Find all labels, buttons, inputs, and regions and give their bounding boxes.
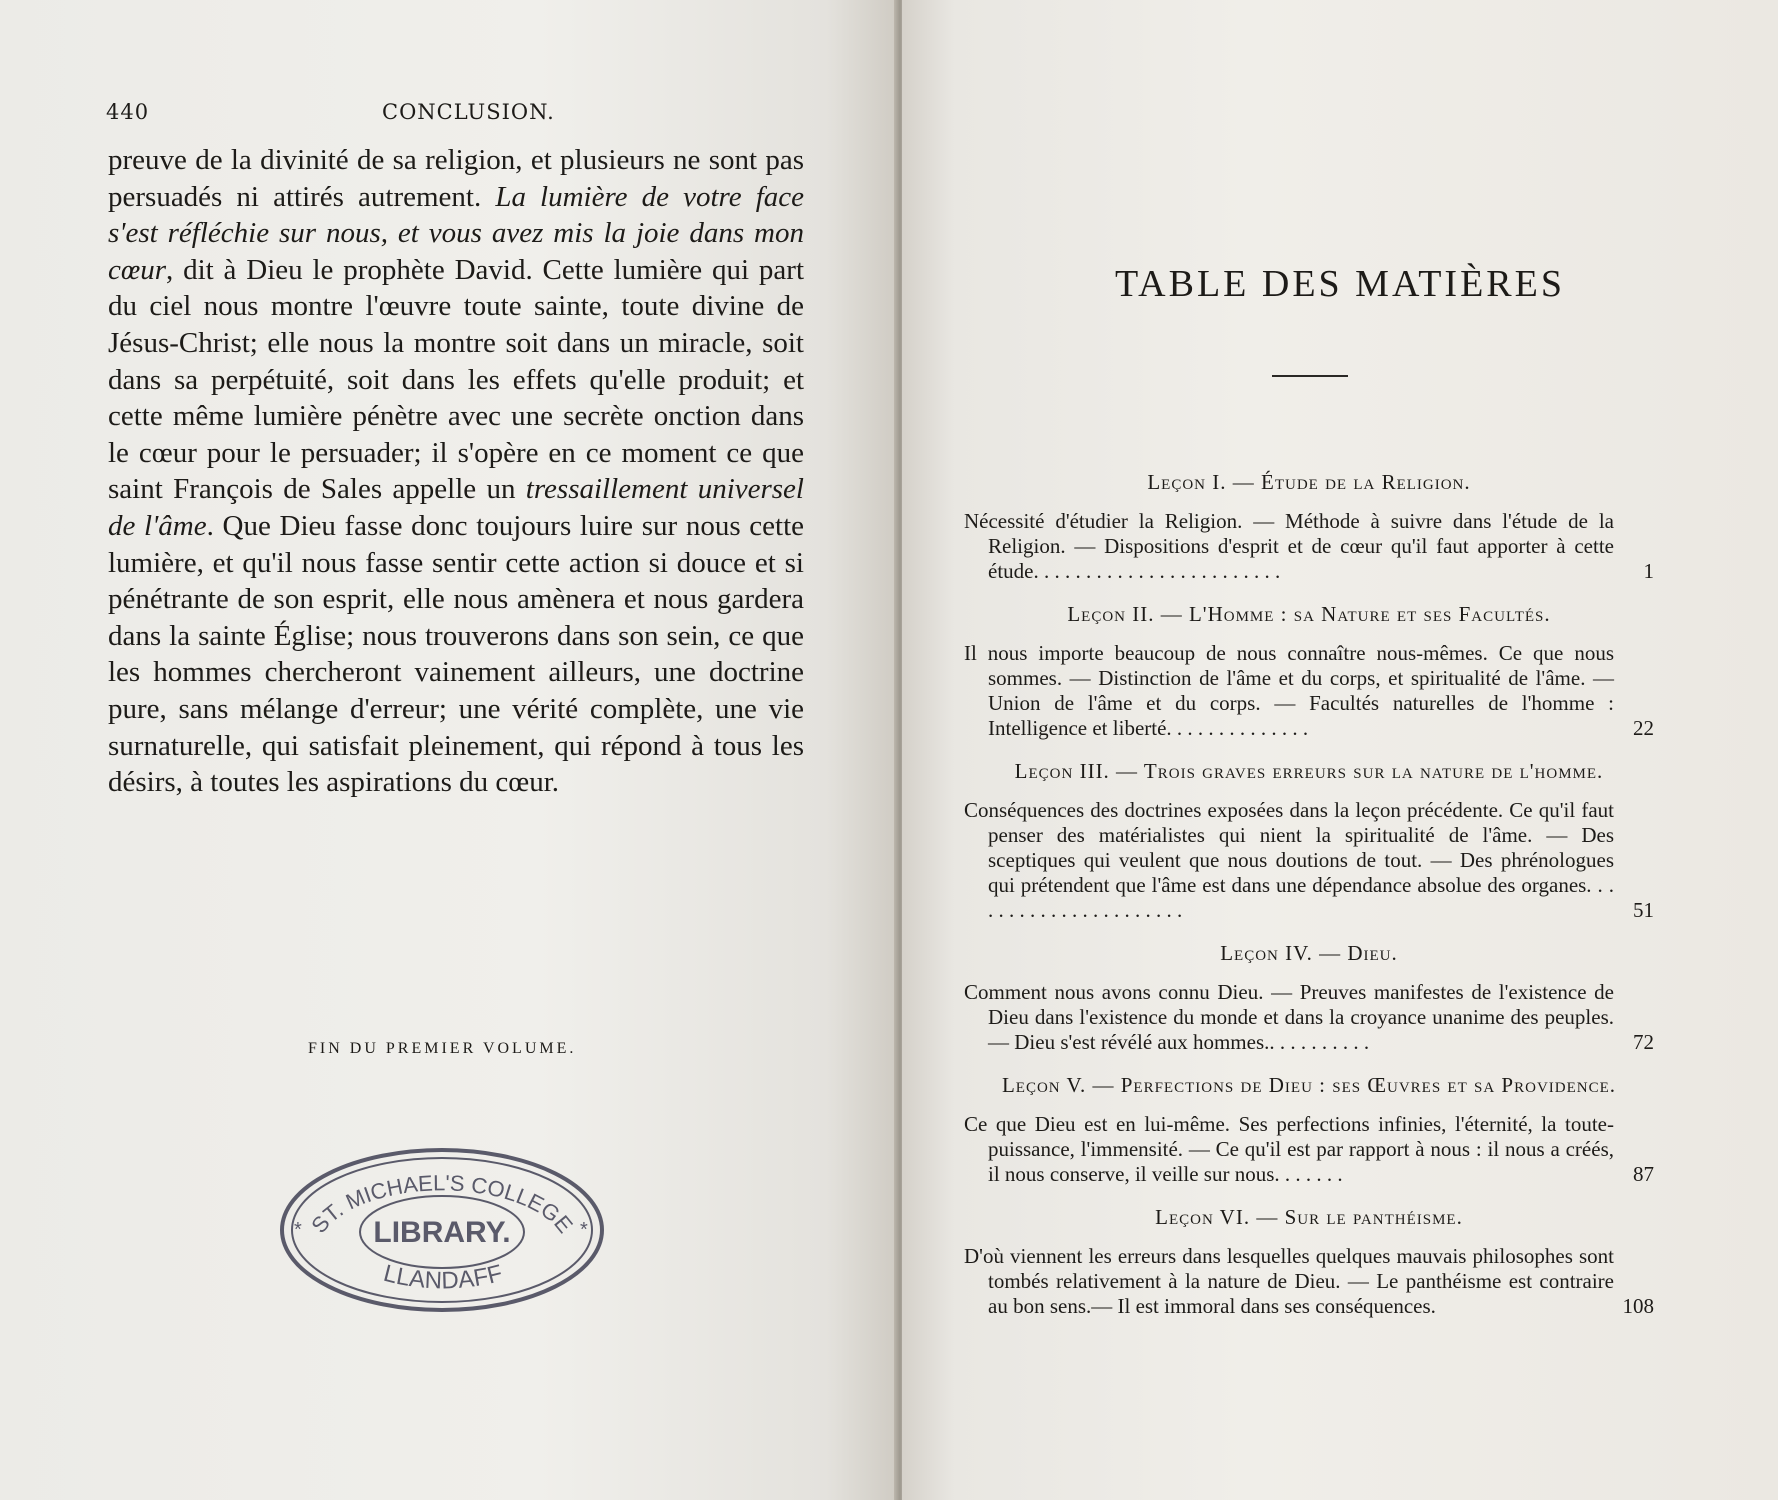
stamp-star-right: * (580, 1219, 588, 1241)
table-of-contents (964, 470, 1654, 1337)
toc-entry (964, 1244, 1654, 1319)
italic-quote: La lumière de votre face s'est réfléchie sur nous, et vous avez mis la joie dans mon cœur (108, 180, 804, 286)
toc-entry-text: Comment nous avons connu Dieu. — Preuves manifestes de l'existence de Dieu dans l'existence du monde et dans la croyance unanime des peuples. — Dieu s'est révélé aux hommes.. . . . . . . . . . (964, 980, 1614, 1054)
right-page (902, 0, 1778, 1500)
text-run: preuve de la divinité de sa religion, et plusieurs ne sont pas persuadés ni attirés autrement. (108, 144, 804, 213)
toc-entry (964, 1112, 1654, 1187)
stamp-library-text: LIBRARY. (373, 1216, 511, 1249)
lesson-heading: Leçon V. — Perfections de Dieu : ses Œuvres et sa Providence. (1001, 1073, 1617, 1097)
lesson-heading: Leçon I. — Étude de la Religion. (1147, 470, 1471, 494)
lesson-heading: Leçon VI. — Sur le panthéisme. (1155, 1205, 1463, 1229)
page-number: 440 (106, 100, 150, 124)
toc-entry (964, 641, 1654, 741)
toc-page-number: 72 (1633, 1030, 1654, 1054)
toc-page-number: 1 (1643, 559, 1654, 583)
lesson-heading: Leçon II. — L'Homme : sa Nature et ses Facultés. (1067, 602, 1551, 626)
text-run: , dit à Dieu le prophète David. Cette lumière qui part du ciel nous montre l'œuvre toute sainte, toute divine de Jésus-Christ; elle nous la montre soit dans un miracle, soit dans sa perpétuité, soit dans les effets qu'elle produit; et cette même lumière pénètre avec une secrète onction dans le cœur pour le persuader; il s'opère en ce moment ce que saint François de Sales appelle un (108, 253, 804, 506)
library-stamp (272, 1140, 612, 1320)
conclusion-paragraph (108, 142, 804, 801)
stamp-top-text: ST. MICHAEL'S COLLEGE (306, 1170, 578, 1238)
lesson-heading: Leçon III. — Trois graves erreurs sur la nature de l'homme. (1014, 759, 1604, 783)
toc-page-number: 22 (1633, 716, 1654, 740)
toc-page-number: 87 (1633, 1162, 1654, 1186)
italic-quote: tressaillement universel de l'âme (108, 473, 804, 542)
paragraph (108, 142, 804, 801)
running-title: CONCLUSION. (382, 100, 555, 124)
title-rule (1272, 375, 1348, 377)
running-head (106, 100, 806, 130)
end-of-volume-note: FIN DU PREMIER VOLUME. (308, 1040, 577, 1057)
toc-page-number: 108 (1622, 1294, 1654, 1318)
stamp-star-left: * (294, 1219, 302, 1241)
toc-entry-text: Il nous importe beaucoup de nous connaître nous-mêmes. Ce que nous sommes. — Distinction de l'âme et du corps, et spiritualité de l'âme. — Union de l'âme et du corps. — Facultés naturelles de l'homme : Intelligence et liberté. . . . . . . . . . . . . . (964, 641, 1614, 740)
toc-page-number: 51 (1633, 898, 1654, 922)
toc-title: TABLE DES MATIÈRES (1115, 263, 1565, 305)
lesson-heading: Leçon IV. — Dieu. (1220, 941, 1398, 965)
toc-entry (964, 798, 1654, 923)
toc-entry (964, 980, 1654, 1055)
toc-entry-text: Nécessité d'étudier la Religion. — Méthode à suivre dans l'étude de la Religion. — Dispositions d'esprit et de cœur qu'il faut apporter à cette étude. . . . . . . . . . . . . . . . . . . . . . . . (964, 509, 1614, 583)
stamp-bottom-text: LLANDAFF (380, 1259, 506, 1295)
toc-entry-text: Ce que Dieu est en lui-même. Ses perfections infinies, l'éternité, la toute-puissance, l'immensité. — Ce qu'il est par rapport à nous : il nous a créés, il nous conserve, il veille sur nous. . . . . . . (964, 1112, 1614, 1186)
toc-entry (964, 509, 1654, 584)
toc-entry-text: Conséquences des doctrines exposées dans la leçon précédente. Ce qu'il faut penser des matérialistes qui nient la spiritualité de l'âme. — Des sceptiques qui veulent que nous doutions de tout. — Des phrénologues qui prétendent que l'âme est dans une dépendance absolue des organes. . . . . . . . . . . . . . . . . . . . . . (964, 798, 1614, 922)
toc-entry-text: D'où viennent les erreurs dans lesquelles quelques mauvais philosophes sont tombés relativement à la nature de Dieu. — Le panthéisme est contraire au bon sens.— Il est immoral dans ses conséquences. (964, 1244, 1614, 1318)
text-run: . Que Dieu fasse donc toujours luire sur nous cette lumière, et qu'il nous fasse sentir cette action si douce et si pénétrante de son esprit, elle nous amènera et nous gardera dans la sainte Église; nous trouverons dans son sein, ce que les hommes chercheront vainement ailleurs, une doctrine pure, sans mélange d'erreur; une vérité complète, une vie surnaturelle, qui satisfait pleinement, qui répond à tous les désirs, à toutes les aspirations du cœur. (108, 509, 804, 799)
